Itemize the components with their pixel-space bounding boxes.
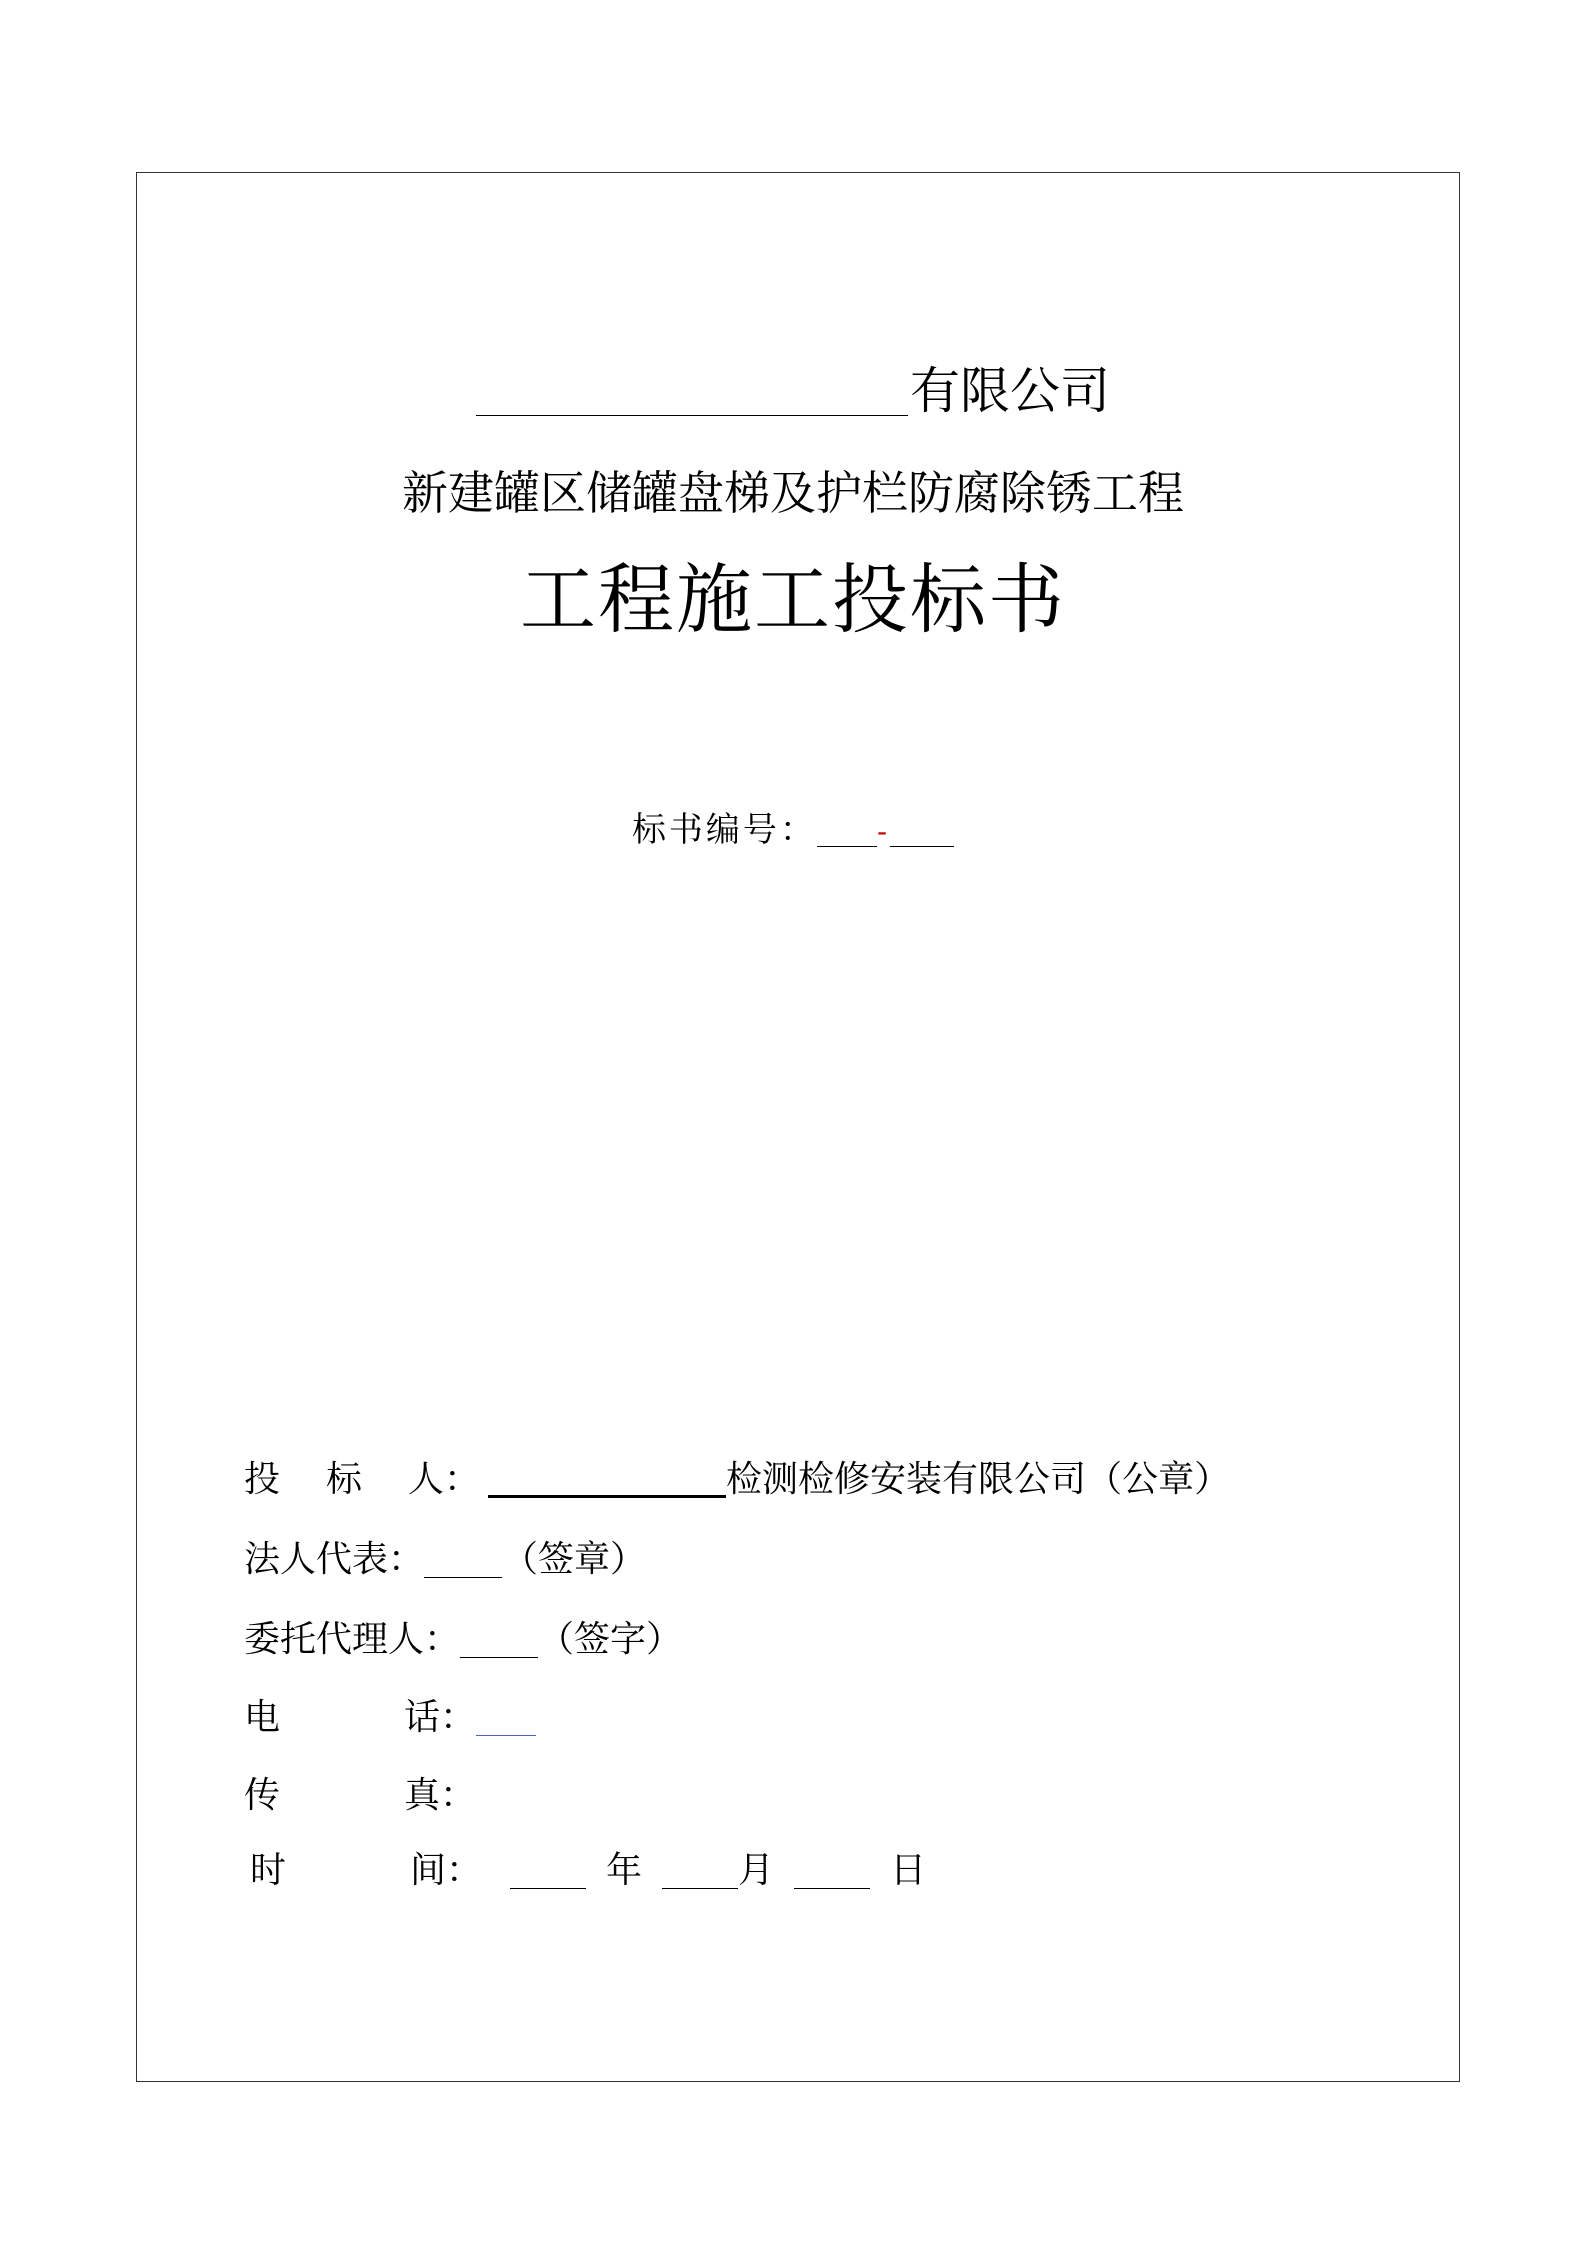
- bid-number-separator: -: [876, 815, 891, 848]
- legal-rep-row: [244, 1539, 647, 1580]
- agent-label: 委托代理人：: [244, 1619, 461, 1660]
- fax-label-2: 真：: [404, 1775, 477, 1816]
- date-month-label: 月: [738, 1850, 775, 1891]
- date-day-label: 日: [890, 1850, 927, 1891]
- bidder-seal-note: （公章）: [1086, 1459, 1231, 1500]
- date-label-2: 间：: [410, 1850, 483, 1891]
- phone-blank[interactable]: [476, 1703, 536, 1736]
- date-label-1: 时: [250, 1850, 287, 1891]
- bidder-name-blank[interactable]: [488, 1463, 726, 1498]
- company-name-line: [0, 362, 1586, 420]
- agent-sign-note: （签字）: [538, 1619, 683, 1660]
- company-suffix: 有限公司: [910, 362, 1110, 420]
- date-month-blank[interactable]: [662, 1856, 738, 1889]
- legal-rep-seal-note: （签章）: [502, 1539, 647, 1580]
- bid-number-label: 标书编号：: [631, 810, 817, 850]
- phone-label-1: 电: [244, 1697, 281, 1738]
- company-name-blank[interactable]: [476, 367, 908, 416]
- bidder-label-2: 标: [326, 1459, 363, 1500]
- bid-number-blank-suffix[interactable]: [890, 816, 954, 847]
- phone-row: [244, 1697, 536, 1738]
- date-day-blank[interactable]: [794, 1856, 870, 1889]
- bid-number-line: [0, 810, 1586, 850]
- project-name: 新建罐区储罐盘梯及护栏防腐除锈工程: [402, 466, 1184, 520]
- date-year-blank[interactable]: [510, 1856, 586, 1889]
- bidder-row: [244, 1459, 1231, 1500]
- bidder-label-1: 投: [244, 1459, 281, 1500]
- phone-label-2: 话：: [404, 1697, 477, 1738]
- bid-number-blank-prefix[interactable]: [817, 816, 877, 847]
- bidder-company-name: 检测检修安装有限公司: [726, 1459, 1087, 1500]
- document-title: 工程施工投标书: [520, 555, 1066, 644]
- legal-rep-label: 法人代表：: [244, 1539, 425, 1580]
- date-row: [250, 1850, 927, 1891]
- agent-row: [244, 1619, 683, 1660]
- date-year-label: 年: [606, 1850, 643, 1891]
- legal-rep-blank[interactable]: [424, 1545, 502, 1578]
- fax-row: [244, 1775, 477, 1816]
- fax-label-1: 传: [244, 1775, 281, 1816]
- bidder-label-3: 人：: [408, 1459, 481, 1500]
- agent-blank[interactable]: [460, 1625, 538, 1658]
